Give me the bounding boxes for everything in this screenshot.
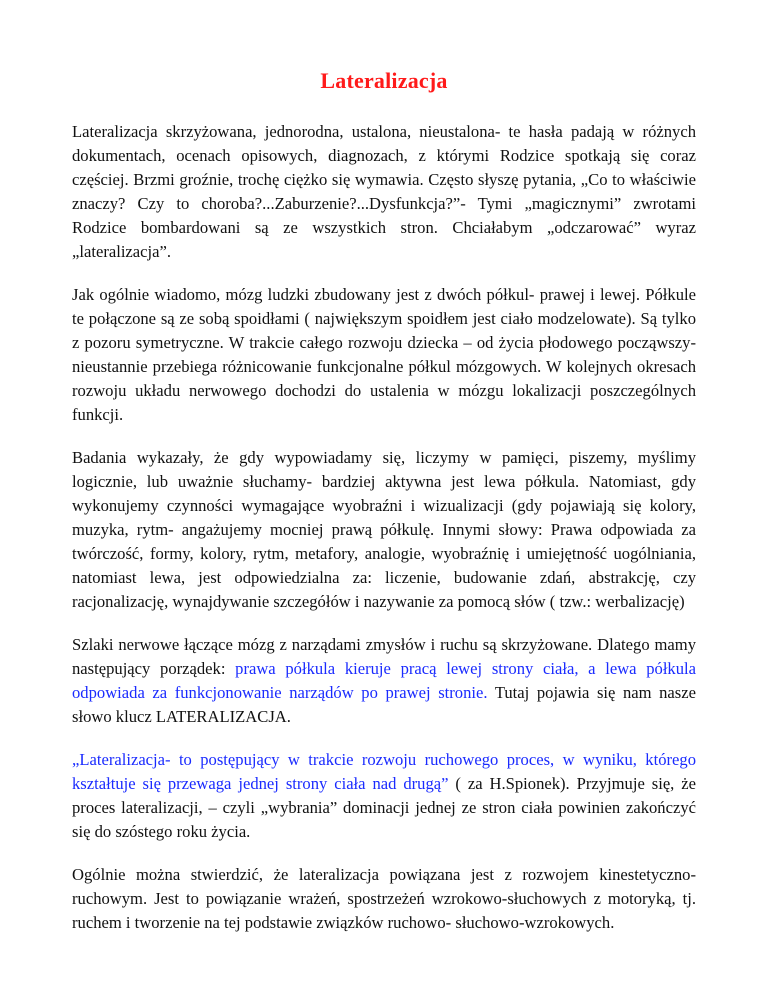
paragraph-text: ( za H.Spionek). Przyjmuje się, że proces lateralizacji, – czyli „wybrania” dominacji jednej ze stron ciała powinien zakończyć się do szóstego roku życia. [72, 774, 696, 841]
document-title: Lateralizacja [320, 68, 448, 93]
paragraph-intro [72, 120, 696, 264]
paragraph-text: Jak ogólnie wiadomo, mózg ludzki zbudowany jest z dwóch półkul- prawej i lewej. Półkule te połączone są ze sobą spoidłami ( największym spoidłem jest ciało modzelowate). Są tylko z pozoru symetryczne. W trakcie całego rozwoju dziecka – od życia płodowego począwszy-nieustannie przebiega różnicowanie funkcjonalne półkul mózgowych. W kolejnych okresach rozwoju układu nerwowego dochodzi do ustalenia w mózgu lokalizacji poszczególnych funkcji. [72, 285, 696, 424]
paragraph-conclusion [72, 863, 696, 935]
paragraph-text: Badania wykazały, że gdy wypowiadamy się, liczymy w pamięci, piszemy, myślimy logicznie, lub uważnie słuchamy- bardziej aktywna jest lewa półkula. Natomiast, gdy wykonujemy czynności wymagające wyobraźni i wizualizacji (gdy pojawiają się kolory, muzyka, rytm- angażujemy mocniej prawą półkulę. Innymi słowy: Prawa odpowiada za twórczość, formy, kolory, rytm, metafory, analogie, wyobraźnię i umiejętność uogólniania, natomiast lewa, jest odpowiedzialna za: liczenie, budowanie zdań, abstrakcję, czy racjonalizację, wynajdywanie szczegółów i nazywanie za pomocą słów ( tzw.: werbalizację) [72, 448, 696, 611]
highlighted-quote: „Lateralizacja- to postępujący w trakcie rozwoju ruchowego proces, w wyniku, którego kształtuje się przewaga jednej strony ciała nad drugą” [72, 750, 696, 793]
paragraph-brain-hemispheres [72, 283, 696, 427]
paragraph-research [72, 446, 696, 614]
paragraph-text: Ogólnie można stwierdzić, że lateralizacja powiązana jest z rozwojem kinestetyczno-ruchowym. Jest to powiązanie wrażeń, spostrzeżeń wzrokowo-słuchowych z motoryką, tj. ruchem i tworzenie na tej podstawie związków ruchowo- słuchowo-wzrokowych. [72, 865, 696, 932]
paragraph-text: Tutaj pojawia się nam nasze słowo klucz LATERALIZACJA. [72, 683, 696, 726]
paragraph-nerve-pathways [72, 633, 696, 729]
paragraph-definition [72, 748, 696, 844]
paragraph-text: Szlaki nerwowe łączące mózg z narządami zmysłów i ruchu są skrzyżowane. Dlatego mamy następujący porządek: [72, 635, 696, 678]
highlighted-text: prawa półkula kieruje pracą lewej strony ciała, a lewa półkula odpowiada za funkcjonowanie narządów po prawej stronie. [72, 659, 697, 702]
paragraph-text: Lateralizacja skrzyżowana, jednorodna, ustalona, nieustalona- te hasła padają w różnych dokumentach, ocenach opisowych, diagnozach, z którymi Rodzice spotkają się coraz częściej. Brzmi groźnie, trochę ciężko się wymawia. Często słyszę pytania, „Co to właściwie znaczy? Czy to choroba?...Zaburzenie?...Dysfunkcja?”- Tymi „magicznymi” zwrotami Rodzice bombardowani są ze wszystkich stron. Chciałabym „odczarować” wyraz „lateralizacja”. [72, 122, 696, 261]
